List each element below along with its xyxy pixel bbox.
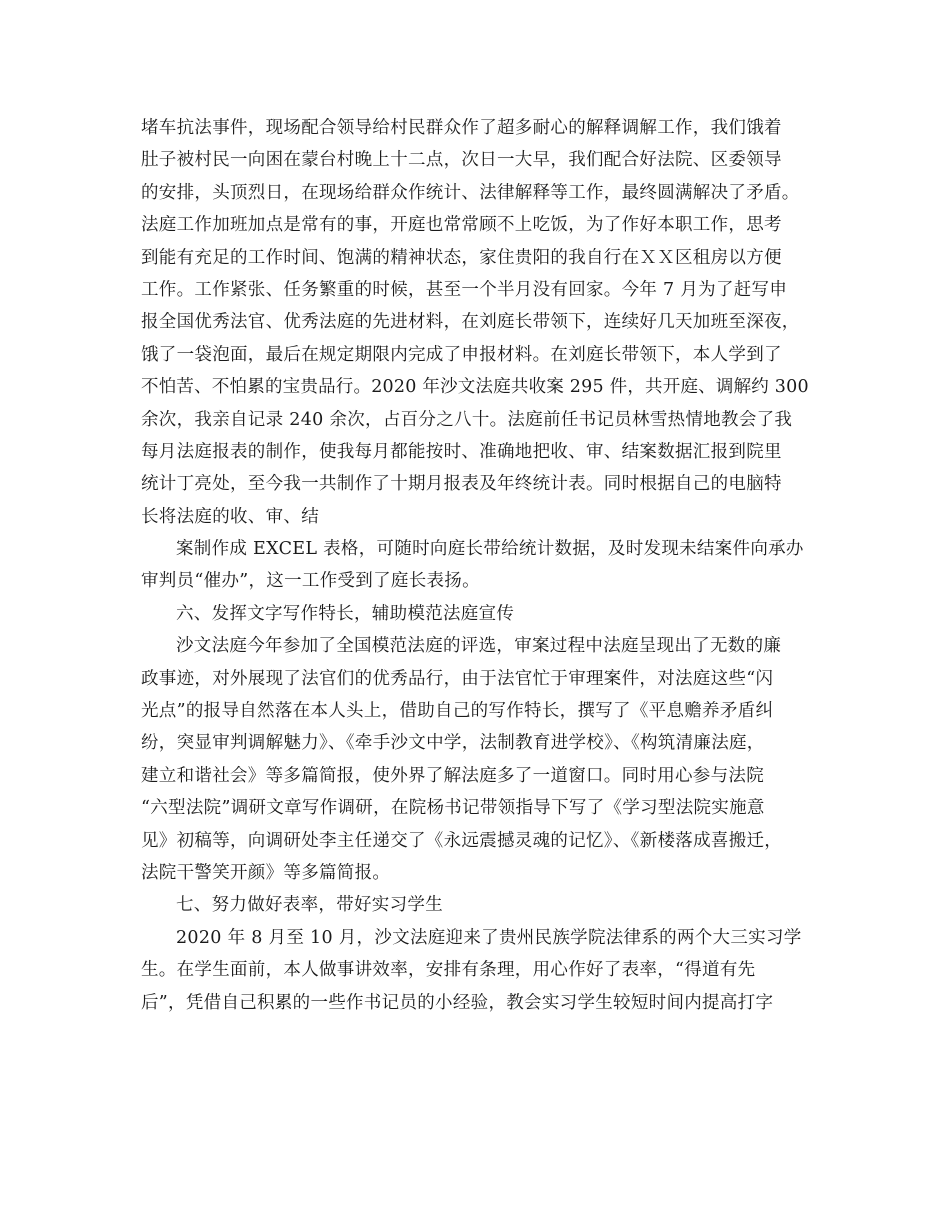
- text-line: 饿了一袋泡面，最后在规定期限内完成了申报材料。在刘庭长带领下，本人学到了: [141, 344, 782, 365]
- text-line: 法院干警笑开颜》等多篇简报。: [141, 862, 391, 883]
- text-line: 光点”的报导自然落在本人头上，借助自己的写作特长，撰写了《平息赡养矛盾纠: [141, 701, 774, 722]
- text-line: 生。在学生面前，本人做事讲效率，安排有条理，用心作好了表率，“得道有先: [141, 960, 756, 981]
- text-line: 纷，突显审判调解魅力》、《牵手沙文中学，法制教育进学校》、《构筑清廉法庭，: [141, 733, 765, 754]
- text-line: 每月法庭报表的制作，使我每月都能按时、准确地把收、审、结案数据汇报到院里: [141, 441, 782, 462]
- text-line: “六型法院”调研文章写作调研，在院杨书记带领指导下写了《学习型法院实施意: [141, 798, 765, 819]
- text-line: 沙文法庭今年参加了全国模范法庭的评选，审案过程中法庭呈现出了无数的廉: [176, 636, 782, 657]
- text-line: 工作。工作紧张、任务繁重的时候，甚至一个半月没有回家。今年 7 月为了赶写申: [141, 279, 788, 300]
- text-line: 七、努力做好表率，带好实习学生: [176, 895, 443, 916]
- document-body: [141, 112, 809, 1019]
- text-line: 肚子被村民一向困在蒙台村晚上十二点，次日一大早，我们配合好法院、区委领导: [141, 150, 782, 171]
- text-line: 后”，凭借自己积累的一些作书记员的小经验，教会实习学生较短时间内提高打字: [141, 992, 774, 1013]
- text-line: 见》初稿等，向调研处李主任递交了《永远震撼灵魂的记忆》、《新楼落成喜搬迁，: [141, 830, 783, 851]
- text-line: 长将法庭的收、审、结: [141, 506, 319, 527]
- text-line: 不怕苦、不怕累的宝贵品行。2020 年沙文法庭共收案 295 件，共开庭、调解约 300: [141, 377, 809, 398]
- text-line: 2020 年 8 月至 10 月，沙文法庭迎来了贵州民族学院法律系的两个大三实习学: [176, 927, 802, 948]
- text-line: 六、发挥文字写作特长，辅助模范法庭宣传: [176, 603, 515, 624]
- text-line: 建立和谐社会》等多篇简报，使外界了解法庭多了一道窗口。同时用心参与法院: [141, 765, 764, 786]
- text-line: 政事迹，对外展现了法官们的优秀品行，由于法官忙于审理案件，对法庭这些“闪: [141, 668, 774, 689]
- text-line: 统计丁亮处，至今我一共制作了十期月报表及年终统计表。同时根据自己的电脑特: [141, 474, 782, 495]
- text-line: 案制作成 EXCEL 表格，可随时向庭长带给统计数据，及时发现未结案件向承办: [176, 539, 804, 560]
- text-line: 法庭工作加班加点是常有的事，开庭也常常顾不上吃饭，为了作好本职工作，思考: [141, 215, 782, 236]
- text-line: 审判员“催办”，这一工作受到了庭长表扬。: [141, 571, 480, 592]
- text-line: 堵车抗法事件，现场配合领导给村民群众作了超多耐心的解释调解工作，我们饿着: [141, 118, 782, 138]
- text-line: 报全国优秀法官、优秀法庭的先进材料，在刘庭长带领下，连续好几天加班至深夜，: [141, 312, 800, 333]
- text-line: 到能有充足的工作时间、饱满的精神状态，家住贵阳的我自行在ＸＸ区租房以方便: [141, 247, 782, 268]
- text-line: 余次，我亲自记录 240 余次，占百分之八十。法庭前任书记员林雪热情地教会了我: [141, 409, 793, 430]
- text-line: 的安排，头顶烈日，在现场给群众作统计、法律解释等工作，最终圆满解决了矛盾。: [141, 182, 800, 203]
